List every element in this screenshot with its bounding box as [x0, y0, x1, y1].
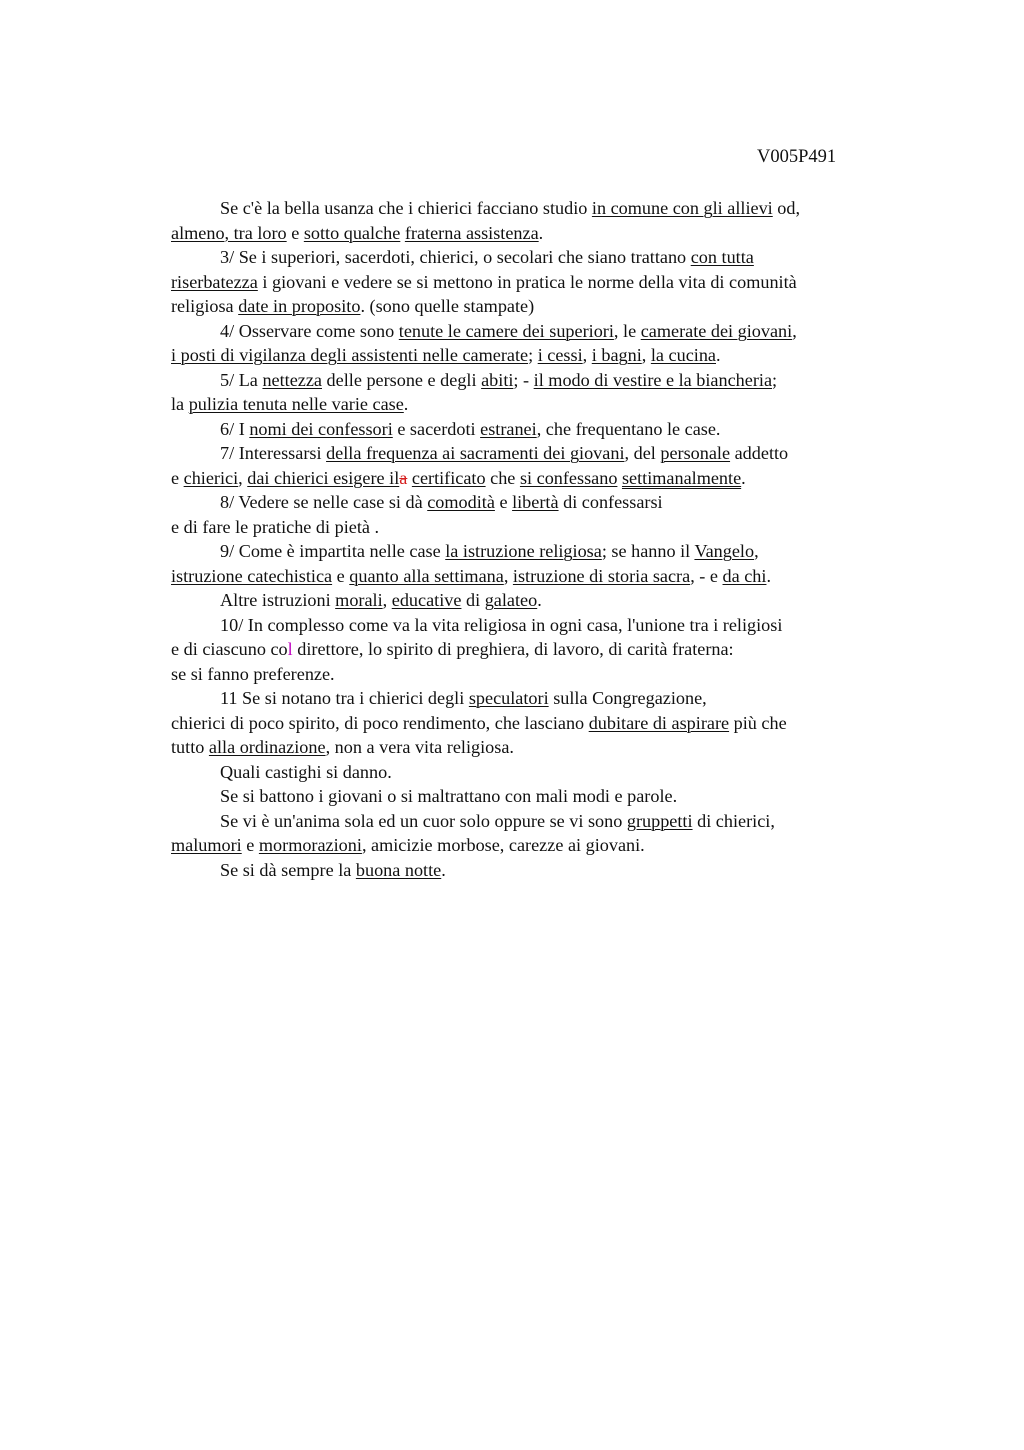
text-segment: Altre istruzioni — [220, 590, 336, 610]
text-segment: e — [332, 565, 350, 586]
text-segment: 9/ Come è impartita nelle case — [220, 541, 446, 561]
text-segment: e di ciascuno co — [171, 639, 288, 659]
text-segment: che — [485, 467, 520, 488]
text-segment: , — [582, 345, 592, 365]
text-segment: . — [403, 394, 409, 414]
underlined-text: personale — [660, 443, 731, 463]
text-segment: più che — [729, 712, 787, 733]
underlined-text: alla ordinazione — [208, 737, 326, 757]
underlined-text: da chi — [722, 565, 767, 586]
text-segment: . (sono quelle stampate) — [360, 296, 535, 316]
underlined-text: il modo di vestire e la biancheria — [533, 369, 773, 390]
text-segment: , — [238, 467, 248, 488]
text-line — [171, 784, 891, 809]
text-segment: e — [494, 492, 513, 512]
text-line — [171, 515, 891, 540]
text-segment: Se si dà sempre la — [220, 859, 356, 880]
underlined-text: gruppetti — [626, 810, 693, 831]
text-segment: e — [241, 835, 259, 855]
underlined-text: settimanalmente — [621, 467, 742, 488]
text-line — [171, 711, 891, 736]
underlined-text: certificato — [411, 467, 486, 488]
underlined-text: riserbatezza — [171, 271, 258, 292]
text-segment: ; se hanno il — [601, 541, 695, 561]
underlined-text: galateo — [484, 590, 538, 610]
text-segment: , — [503, 565, 513, 586]
text-segment: . — [538, 222, 544, 243]
text-line — [171, 735, 891, 760]
inserted-text: l — [287, 639, 293, 659]
underlined-text: estranei — [480, 418, 537, 439]
underlined-text: camerate dei giovani — [640, 320, 793, 341]
text-segment: 6/ I — [220, 418, 250, 439]
text-segment: di — [461, 590, 485, 610]
text-segment: delle persone e degli — [322, 369, 482, 390]
underlined-text: dubitare di aspirare — [588, 712, 730, 733]
text-line — [171, 270, 891, 295]
text-line — [171, 637, 891, 662]
underlined-text: con tutta — [690, 247, 754, 267]
text-segment: sulla Congregazione, — [548, 688, 707, 708]
underlined-text: educative — [391, 590, 462, 610]
text-segment: religiosa — [171, 296, 239, 316]
underlined-text: si confessano — [519, 467, 618, 488]
underlined-text: malumori — [171, 835, 242, 855]
text-segment: di confessarsi — [558, 492, 663, 512]
underlined-text: in comune con gli allievi — [591, 198, 773, 218]
underlined-text: almeno, tra loro — [171, 222, 287, 243]
text-line — [171, 294, 891, 319]
text-line — [171, 441, 891, 466]
text-line — [171, 662, 891, 687]
text-segment: ; — [528, 345, 538, 365]
text-segment: , amicizie morbose, carezze ai giovani. — [361, 835, 645, 855]
text-segment: 8/ Vedere se nelle case si dà — [220, 492, 428, 512]
deleted-text: a — [399, 467, 408, 488]
text-segment: , le — [613, 320, 641, 341]
underlined-text: abiti — [481, 369, 514, 390]
text-line — [171, 245, 891, 270]
underlined-text: nettezza — [262, 369, 322, 390]
text-segment: od, — [772, 198, 801, 218]
text-segment: la — [171, 394, 189, 414]
underlined-text: i cessi — [537, 345, 583, 365]
underlined-text: i posti di vigilanza degli assistenti nelle camerate — [171, 345, 529, 365]
underlined-text: date in proposito — [238, 296, 361, 316]
text-segment: 5/ La — [220, 369, 263, 390]
underlined-text: pulizia tenuta nelle varie case — [188, 394, 404, 414]
underlined-text: tenute le camere dei superiori — [398, 320, 614, 341]
underlined-text: istruzione di storia sacra — [512, 565, 691, 586]
text-line — [171, 417, 891, 442]
underlined-text: la cucina — [650, 345, 716, 365]
text-segment: 4/ Osservare come sono — [220, 320, 399, 341]
underlined-text: la istruzione religiosa — [445, 541, 602, 561]
underlined-text: buona notte — [355, 859, 442, 880]
text-line — [171, 319, 891, 344]
text-segment: . — [716, 345, 721, 365]
text-segment: e sacerdoti — [392, 418, 481, 439]
text-segment: , — [792, 320, 797, 341]
text-line — [171, 392, 891, 417]
text-segment: . — [537, 590, 542, 610]
underlined-text: fraterna assistenza — [404, 222, 539, 243]
text-line — [171, 760, 891, 785]
text-segment: di chierici, — [692, 810, 775, 831]
text-segment: 11 Se si notano tra i chierici degli — [220, 688, 469, 708]
text-segment: . — [766, 565, 771, 586]
document-body — [171, 196, 891, 882]
text-segment: e — [171, 467, 184, 488]
text-segment: Se c'è la bella usanza che i chierici facciano studio — [220, 198, 592, 218]
underlined-text: chierici — [183, 467, 239, 488]
text-segment: 10/ In complesso come va la vita religiosa in ogni casa, l'unione tra i religiosi — [220, 614, 783, 635]
underlined-text: della frequenza ai sacramenti dei giovani — [326, 443, 625, 463]
text-line — [171, 588, 891, 613]
text-segment: ; - — [513, 369, 534, 390]
underlined-text: istruzione catechistica — [171, 565, 333, 586]
text-segment: , non a vera vita religiosa. — [325, 737, 514, 757]
text-segment: , del — [624, 443, 661, 463]
underlined-text: i bagni — [591, 345, 642, 365]
text-line — [171, 221, 891, 246]
text-line — [171, 466, 891, 491]
text-segment: e — [286, 222, 304, 243]
text-segment: 7/ Interessarsi — [220, 443, 327, 463]
underlined-text: dai chierici esigere il — [247, 467, 400, 488]
text-segment: ; — [772, 369, 778, 390]
document-id: V005P491 — [757, 147, 837, 167]
text-segment: chierici di poco spirito, di poco rendimento, che lasciano — [171, 712, 589, 733]
text-line — [171, 539, 891, 564]
text-line — [171, 564, 891, 589]
text-segment: , — [641, 345, 651, 365]
text-line — [171, 858, 891, 883]
text-segment: i giovani e vedere se si mettono in pratica le norme della vita di comunità — [257, 271, 797, 292]
text-segment: Se si battono i giovani o si maltrattano con mali modi e parole. — [220, 786, 678, 806]
text-line — [171, 368, 891, 393]
text-line — [171, 809, 891, 834]
text-segment: , che frequentano le case. — [536, 418, 721, 439]
underlined-text: libertà — [512, 492, 559, 512]
underlined-text: speculatori — [468, 688, 549, 708]
text-segment: 3/ Se i superiori, sacerdoti, chierici, o secolari che siano trattano — [220, 247, 691, 267]
text-segment: , — [754, 541, 759, 561]
text-segment: , - e — [690, 565, 723, 586]
underlined-text: sotto qualche — [303, 222, 401, 243]
text-line — [171, 686, 891, 711]
text-segment: Se vi è un'anima sola ed un cuor solo oppure se vi sono — [220, 810, 627, 831]
text-segment: . — [741, 467, 746, 488]
underlined-text: comodità — [427, 492, 495, 512]
text-line — [171, 343, 891, 368]
text-line — [171, 613, 891, 638]
text-segment: . — [441, 859, 446, 880]
text-segment: tutto — [171, 737, 209, 757]
text-segment: e di fare le pratiche di pietà . — [171, 516, 380, 537]
text-line — [171, 833, 891, 858]
text-segment: Quali castighi si danno. — [220, 761, 392, 782]
underlined-text: Vangelo — [694, 541, 755, 561]
text-line — [171, 196, 891, 221]
underlined-text: mormorazioni — [258, 835, 362, 855]
underlined-text: nomi dei confessori — [249, 418, 393, 439]
underlined-text: morali — [335, 590, 383, 610]
text-segment: direttore, lo spirito di preghiera, di lavoro, di carità fraterna: — [292, 639, 734, 659]
text-line — [171, 490, 891, 515]
text-segment: , — [382, 590, 392, 610]
underlined-text: quanto alla settimana — [349, 565, 504, 586]
text-segment: se si fanno preferenze. — [171, 663, 335, 684]
text-segment: addetto — [730, 443, 789, 463]
